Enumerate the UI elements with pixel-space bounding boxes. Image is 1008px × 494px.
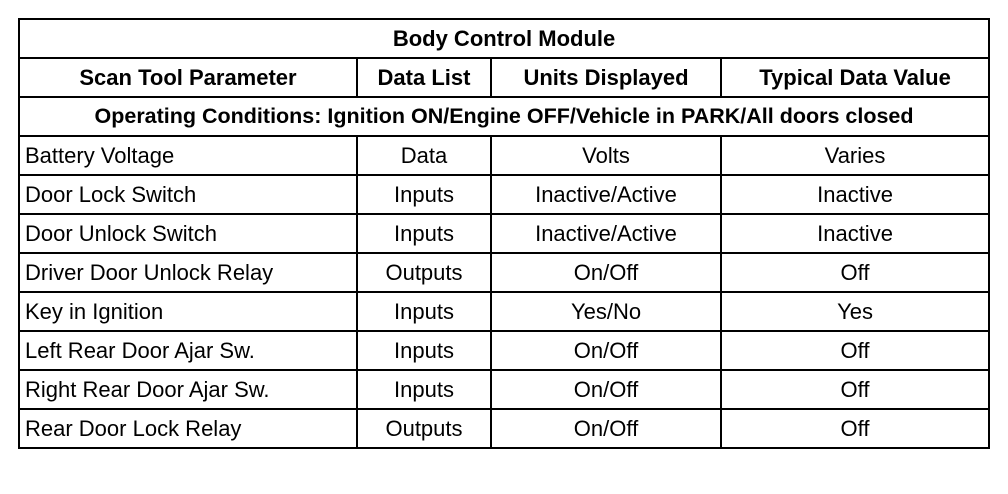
units-cell: Yes/No [491, 292, 721, 331]
parameter-cell: Door Lock Switch [19, 175, 357, 214]
table-row [19, 214, 989, 253]
units-cell: On/Off [491, 370, 721, 409]
table-row [19, 292, 989, 331]
typical-value-cell: Off [721, 331, 989, 370]
table-row [19, 370, 989, 409]
table-row [19, 331, 989, 370]
table-title: Body Control Module [19, 19, 989, 58]
data-list-cell: Inputs [357, 175, 491, 214]
data-list-cell: Outputs [357, 253, 491, 292]
data-list-cell: Inputs [357, 214, 491, 253]
typical-value-cell: Yes [721, 292, 989, 331]
typical-value-cell: Inactive [721, 175, 989, 214]
data-list-cell: Data [357, 136, 491, 175]
parameter-cell: Driver Door Unlock Relay [19, 253, 357, 292]
parameter-cell: Key in Ignition [19, 292, 357, 331]
data-list-cell: Inputs [357, 331, 491, 370]
title-row [19, 19, 989, 58]
operating-conditions-row [19, 97, 989, 136]
units-cell: Inactive/Active [491, 175, 721, 214]
data-list-cell: Outputs [357, 409, 491, 448]
parameter-cell: Door Unlock Switch [19, 214, 357, 253]
header-typical-data-value: Typical Data Value [721, 58, 989, 97]
units-cell: Inactive/Active [491, 214, 721, 253]
typical-value-cell: Off [721, 370, 989, 409]
typical-value-cell: Off [721, 253, 989, 292]
header-row [19, 58, 989, 97]
typical-value-cell: Varies [721, 136, 989, 175]
header-scan-tool-parameter: Scan Tool Parameter [19, 58, 357, 97]
units-cell: Volts [491, 136, 721, 175]
parameter-cell: Battery Voltage [19, 136, 357, 175]
parameter-cell: Right Rear Door Ajar Sw. [19, 370, 357, 409]
data-list-cell: Inputs [357, 370, 491, 409]
table-row [19, 253, 989, 292]
typical-value-cell: Inactive [721, 214, 989, 253]
header-data-list: Data List [357, 58, 491, 97]
units-cell: On/Off [491, 253, 721, 292]
table-row [19, 175, 989, 214]
table-row [19, 409, 989, 448]
operating-conditions: Operating Conditions: Ignition ON/Engine OFF/Vehicle in PARK/All doors closed [19, 97, 989, 136]
parameter-cell: Left Rear Door Ajar Sw. [19, 331, 357, 370]
parameter-cell: Rear Door Lock Relay [19, 409, 357, 448]
body-control-module-table [18, 18, 990, 449]
units-cell: On/Off [491, 331, 721, 370]
typical-value-cell: Off [721, 409, 989, 448]
header-units-displayed: Units Displayed [491, 58, 721, 97]
table-row [19, 136, 989, 175]
units-cell: On/Off [491, 409, 721, 448]
data-list-cell: Inputs [357, 292, 491, 331]
